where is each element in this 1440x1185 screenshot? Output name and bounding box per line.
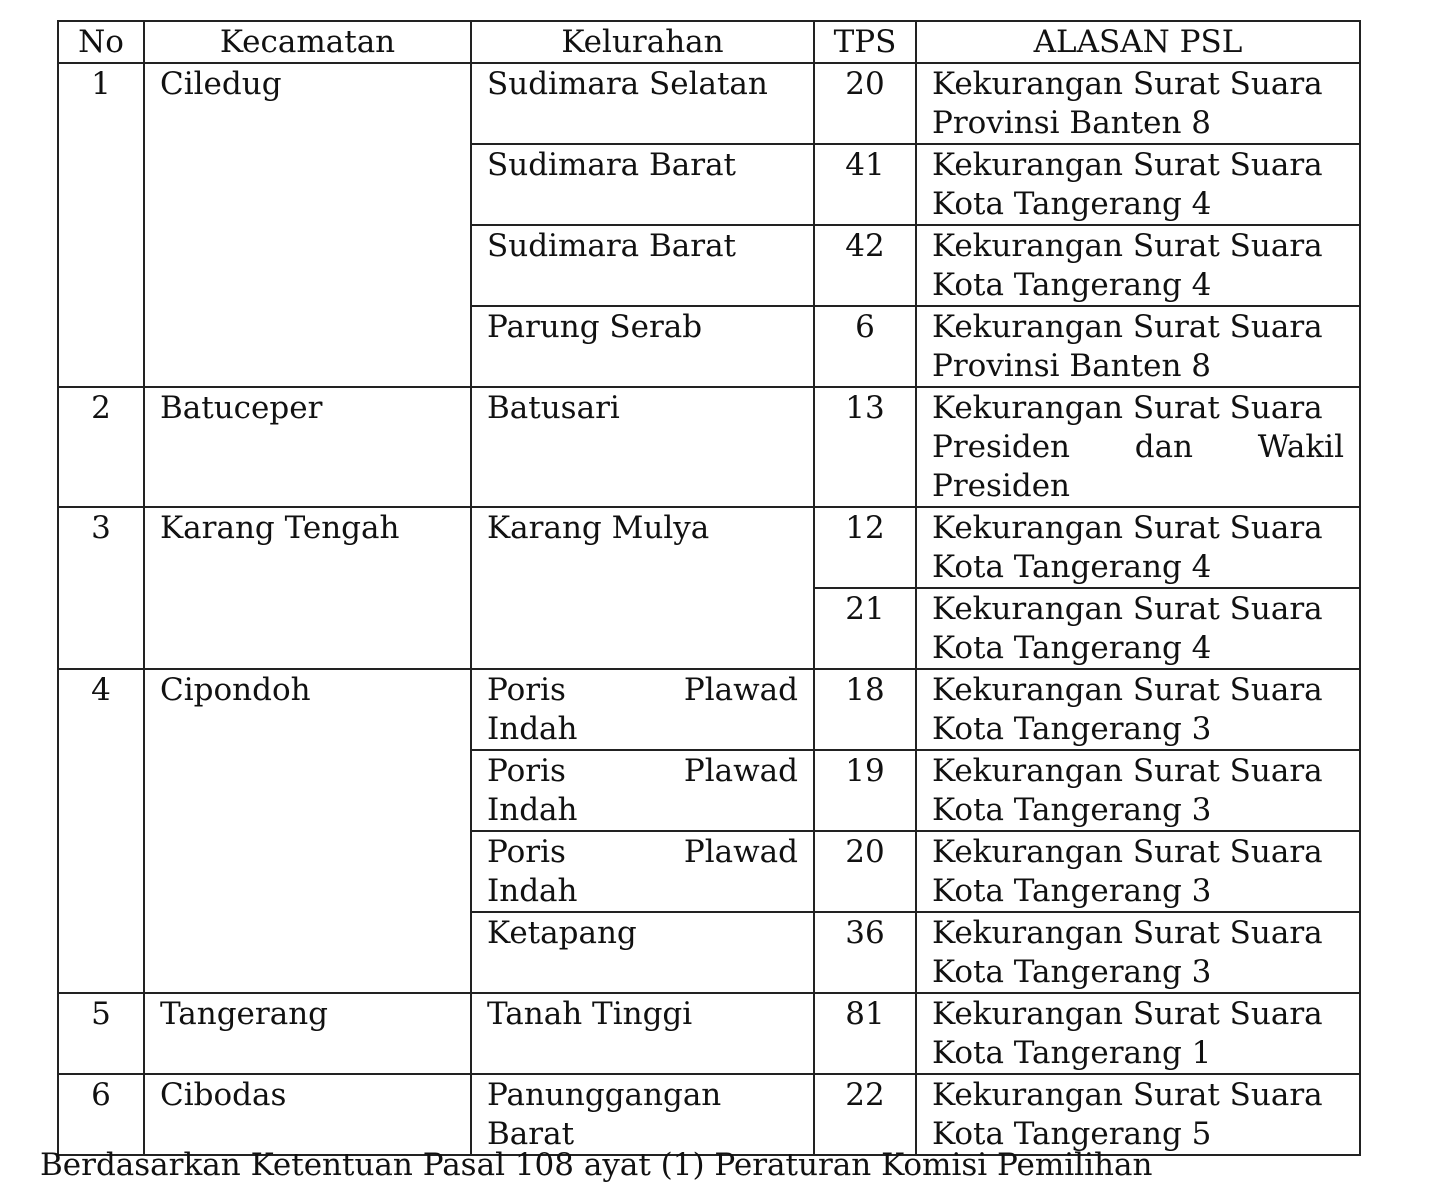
psl-table	[57, 20, 1361, 1156]
header-tps: TPS	[814, 21, 916, 63]
continuation-text: Berdasarkan Ketentuan Pasal 108 ayat (1) Peraturan Komisi Pemilihan	[40, 1147, 1153, 1183]
alasan-line-2: Provinsi Banten 8	[932, 348, 1211, 384]
kelurahan-word: Poris	[487, 834, 566, 870]
cell-tps: 22	[814, 1074, 916, 1155]
cell-no: 3	[58, 507, 144, 669]
cell-alasan	[916, 993, 1360, 1074]
alasan-line-1: Kekurangan Surat Suara	[932, 834, 1323, 870]
kelurahan-word: Plawad	[683, 672, 798, 708]
alasan-line-2: Kota Tangerang 1	[932, 1035, 1212, 1071]
kelurahan-word: Plawad	[683, 753, 798, 789]
alasan-line-1: Kekurangan Surat Suara	[932, 228, 1323, 264]
cell-kecamatan: Karang Tengah	[144, 507, 471, 669]
alasan-line-2	[932, 428, 1344, 467]
cell-tps: 6	[814, 306, 916, 387]
table-row	[58, 993, 1360, 1074]
alasan-line-1: Kekurangan Surat Suara	[932, 996, 1323, 1032]
cell-kelurahan	[471, 831, 814, 912]
alasan-line-1: Kekurangan Surat Suara	[932, 66, 1323, 102]
alasan-line-1: Kekurangan Surat Suara	[932, 147, 1323, 183]
cell-kelurahan: Ketapang	[471, 912, 814, 993]
cell-kecamatan: Cibodas	[144, 1074, 471, 1155]
cell-tps: 21	[814, 588, 916, 669]
alasan-line-2: Kota Tangerang 3	[932, 873, 1212, 909]
header-no: No	[58, 21, 144, 63]
alasan-line-2: Kota Tangerang 4	[932, 630, 1212, 666]
kelurahan-line-1	[487, 752, 798, 791]
cell-kelurahan: Parung Serab	[471, 306, 814, 387]
cell-kecamatan: Ciledug	[144, 63, 471, 387]
alasan-line-2: Kota Tangerang 4	[932, 549, 1212, 585]
cell-tps: 12	[814, 507, 916, 588]
cell-no: 6	[58, 1074, 144, 1155]
kelurahan-line-1	[487, 833, 798, 872]
header-kelurahan: Kelurahan	[471, 21, 814, 63]
cell-alasan	[916, 144, 1360, 225]
cell-tps: 36	[814, 912, 916, 993]
cell-no: 2	[58, 387, 144, 507]
cell-alasan	[916, 588, 1360, 669]
alasan-word: Wakil	[1257, 429, 1344, 465]
cell-kecamatan: Batuceper	[144, 387, 471, 507]
kelurahan-line-1	[487, 671, 798, 710]
kelurahan-line-2: Barat	[487, 1116, 575, 1152]
cell-alasan	[916, 507, 1360, 588]
cell-tps: 19	[814, 750, 916, 831]
alasan-line-1: Kekurangan Surat Suara	[932, 915, 1323, 951]
alasan-line-2: Kota Tangerang 4	[932, 267, 1212, 303]
cell-alasan	[916, 831, 1360, 912]
cell-kecamatan: Cipondoh	[144, 669, 471, 993]
kelurahan-word: Plawad	[683, 834, 798, 870]
cell-no: 4	[58, 669, 144, 993]
cell-kelurahan: Batusari	[471, 387, 814, 507]
cell-kelurahan: Tanah Tinggi	[471, 993, 814, 1074]
kelurahan-word: Poris	[487, 672, 566, 708]
alasan-word: dan	[1134, 429, 1194, 465]
header-kecamatan: Kecamatan	[144, 21, 471, 63]
cell-tps: 20	[814, 831, 916, 912]
cell-kelurahan	[471, 1074, 814, 1155]
kelurahan-word: Poris	[487, 753, 566, 789]
cell-tps: 41	[814, 144, 916, 225]
alasan-line-1: Kekurangan Surat Suara	[932, 510, 1323, 546]
cell-tps: 20	[814, 63, 916, 144]
kelurahan-line-1: Panunggangan	[487, 1077, 722, 1113]
alasan-line-1: Kekurangan Surat Suara	[932, 309, 1323, 345]
table-row	[58, 1074, 1360, 1155]
cell-alasan	[916, 750, 1360, 831]
cell-kelurahan	[471, 669, 814, 750]
kelurahan-line-2: Indah	[487, 711, 578, 747]
kelurahan-line-2: Indah	[487, 792, 578, 828]
alasan-line-2: Provinsi Banten 8	[932, 105, 1211, 141]
cell-no: 5	[58, 993, 144, 1074]
cell-tps: 13	[814, 387, 916, 507]
alasan-line-2: Kota Tangerang 3	[932, 711, 1212, 747]
cell-kelurahan	[471, 750, 814, 831]
cell-kelurahan: Sudimara Barat	[471, 144, 814, 225]
cell-alasan	[916, 669, 1360, 750]
kelurahan-line-2: Indah	[487, 873, 578, 909]
alasan-word: Presiden	[932, 429, 1071, 465]
alasan-line-1: Kekurangan Surat Suara	[932, 1077, 1323, 1113]
cell-alasan	[916, 1074, 1360, 1155]
alasan-line-1: Kekurangan Surat Suara	[932, 753, 1323, 789]
alasan-line-1: Kekurangan Surat Suara	[932, 672, 1323, 708]
alasan-line-2: Kota Tangerang 3	[932, 792, 1212, 828]
alasan-line-2: Kota Tangerang 3	[932, 954, 1212, 990]
header-alasan: ALASAN PSL	[916, 21, 1360, 63]
alasan-line-2: Kota Tangerang 5	[932, 1116, 1212, 1152]
cell-kelurahan: Sudimara Barat	[471, 225, 814, 306]
cell-kelurahan: Sudimara Selatan	[471, 63, 814, 144]
cell-no: 1	[58, 63, 144, 387]
alasan-line-1: Kekurangan Surat Suara	[932, 591, 1323, 627]
cell-tps: 42	[814, 225, 916, 306]
table-row	[58, 63, 1360, 144]
table-row	[58, 507, 1360, 588]
table-row	[58, 387, 1360, 507]
cell-alasan	[916, 306, 1360, 387]
cell-tps: 81	[814, 993, 916, 1074]
table-row	[58, 669, 1360, 750]
cell-kelurahan: Karang Mulya	[471, 507, 814, 669]
alasan-line-3: Presiden	[932, 468, 1071, 504]
cell-kecamatan: Tangerang	[144, 993, 471, 1074]
table-header-row	[58, 21, 1360, 63]
alasan-line-2: Kota Tangerang 4	[932, 186, 1212, 222]
cell-alasan	[916, 225, 1360, 306]
cell-alasan	[916, 63, 1360, 144]
cell-alasan	[916, 387, 1360, 507]
cell-alasan	[916, 912, 1360, 993]
cell-tps: 18	[814, 669, 916, 750]
alasan-line-1: Kekurangan Surat Suara	[932, 390, 1323, 426]
